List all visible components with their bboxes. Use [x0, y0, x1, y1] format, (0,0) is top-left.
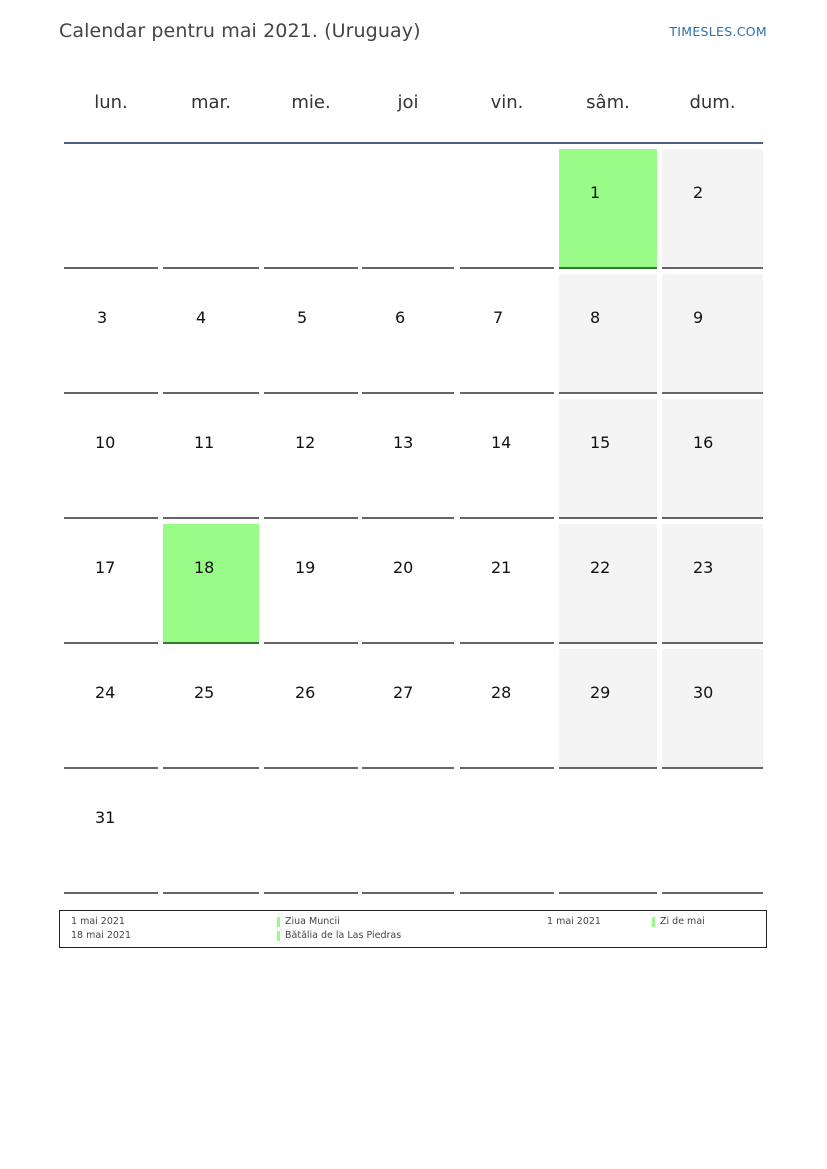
- day-underline: [362, 767, 454, 769]
- day-cell-31[interactable]: [64, 774, 158, 894]
- day-cell-15[interactable]: [559, 399, 657, 519]
- day-cell-23[interactable]: [662, 524, 763, 644]
- legend-date: 1 mai 2021: [547, 916, 601, 927]
- day-underline: [559, 767, 657, 769]
- day-underline: [163, 392, 259, 394]
- brand-link[interactable]: TIMESLES.COM: [669, 24, 767, 39]
- weekday-label: mie.: [291, 92, 331, 113]
- day-number: 4: [196, 308, 207, 327]
- empty-day-cell: [460, 149, 554, 269]
- day-number: 6: [395, 308, 406, 327]
- day-underline: [662, 267, 763, 269]
- day-cell-24[interactable]: [64, 649, 158, 769]
- day-cell-2[interactable]: [662, 149, 763, 269]
- day-number: 28: [491, 683, 512, 702]
- empty-day-cell: [362, 149, 454, 269]
- empty-day-cell: [662, 774, 763, 894]
- day-number: 16: [693, 433, 714, 452]
- day-cell-5[interactable]: [264, 274, 358, 394]
- day-underline: [64, 392, 158, 394]
- day-cell-1[interactable]: [559, 149, 657, 269]
- day-cell-10[interactable]: [64, 399, 158, 519]
- day-underline: [559, 267, 657, 269]
- empty-day-cell: [559, 774, 657, 894]
- day-number: 19: [295, 558, 316, 577]
- day-underline: [362, 392, 454, 394]
- day-number: 30: [693, 683, 714, 702]
- empty-day-cell: [264, 149, 358, 269]
- day-underline: [460, 642, 554, 644]
- day-underline: [264, 267, 358, 269]
- holiday-color-marker: [652, 917, 655, 927]
- weekday-label: dum.: [689, 92, 736, 113]
- day-underline: [559, 642, 657, 644]
- day-cell-28[interactable]: [460, 649, 554, 769]
- day-number: 13: [393, 433, 414, 452]
- day-underline: [163, 517, 259, 519]
- day-cell-26[interactable]: [264, 649, 358, 769]
- day-number: 3: [97, 308, 108, 327]
- day-number: 8: [590, 308, 601, 327]
- day-underline: [264, 642, 358, 644]
- day-underline: [163, 892, 259, 894]
- day-underline: [64, 892, 158, 894]
- day-number: 26: [295, 683, 316, 702]
- day-number: 11: [194, 433, 215, 452]
- day-cell-17[interactable]: [64, 524, 158, 644]
- day-cell-11[interactable]: [163, 399, 259, 519]
- day-underline: [264, 517, 358, 519]
- day-underline: [662, 392, 763, 394]
- day-underline: [662, 517, 763, 519]
- holiday-color-marker: [277, 917, 280, 927]
- day-underline: [559, 892, 657, 894]
- legend-holiday-name: Bătălia de la Las Piedras: [285, 930, 402, 941]
- day-underline: [362, 267, 454, 269]
- empty-day-cell: [64, 149, 158, 269]
- day-underline: [163, 767, 259, 769]
- day-underline: [264, 392, 358, 394]
- empty-day-cell: [362, 774, 454, 894]
- holiday-legend: [59, 910, 767, 948]
- day-cell-13[interactable]: [362, 399, 454, 519]
- weekday-label: lun.: [94, 92, 128, 113]
- day-underline: [362, 642, 454, 644]
- day-cell-8[interactable]: [559, 274, 657, 394]
- weekday-label: mar.: [190, 92, 232, 113]
- day-cell-22[interactable]: [559, 524, 657, 644]
- day-cell-25[interactable]: [163, 649, 259, 769]
- day-number: 12: [295, 433, 316, 452]
- day-cell-3[interactable]: [64, 274, 158, 394]
- day-number: 15: [590, 433, 611, 452]
- day-underline: [163, 267, 259, 269]
- day-number: 23: [693, 558, 714, 577]
- day-underline: [64, 642, 158, 644]
- day-underline: [460, 392, 554, 394]
- day-cell-27[interactable]: [362, 649, 454, 769]
- day-number: 2: [693, 183, 704, 202]
- day-cell-12[interactable]: [264, 399, 358, 519]
- day-cell-6[interactable]: [362, 274, 454, 394]
- day-number: 22: [590, 558, 611, 577]
- day-cell-21[interactable]: [460, 524, 554, 644]
- day-number: 25: [194, 683, 215, 702]
- legend-date: 1 mai 2021: [71, 916, 125, 927]
- day-cell-29[interactable]: [559, 649, 657, 769]
- day-number: 27: [393, 683, 414, 702]
- day-cell-16[interactable]: [662, 399, 763, 519]
- legend-date: 18 mai 2021: [71, 930, 132, 941]
- day-underline: [460, 892, 554, 894]
- day-cell-7[interactable]: [460, 274, 554, 394]
- day-number: 1: [590, 183, 601, 202]
- day-number: 29: [590, 683, 611, 702]
- page-title: Calendar pentru mai 2021. (Uruguay): [59, 20, 421, 42]
- day-number: 31: [95, 808, 116, 827]
- day-underline: [460, 517, 554, 519]
- empty-day-cell: [163, 149, 259, 269]
- day-underline: [662, 642, 763, 644]
- day-number: 14: [491, 433, 512, 452]
- day-number: 7: [493, 308, 504, 327]
- holiday-color-marker: [277, 931, 280, 941]
- day-underline: [64, 517, 158, 519]
- weekday-label: vin.: [490, 92, 524, 113]
- day-number: 20: [393, 558, 414, 577]
- day-number: 17: [95, 558, 116, 577]
- legend-holiday-name: Ziua Muncii: [285, 916, 340, 927]
- day-underline: [362, 892, 454, 894]
- empty-day-cell: [163, 774, 259, 894]
- day-cell-9[interactable]: [662, 274, 763, 394]
- day-number: 10: [95, 433, 116, 452]
- day-underline: [64, 267, 158, 269]
- day-underline: [264, 892, 358, 894]
- weekday-label: sâm.: [586, 92, 630, 113]
- day-underline: [163, 642, 259, 644]
- day-underline: [662, 767, 763, 769]
- day-number: 21: [491, 558, 512, 577]
- day-underline: [662, 892, 763, 894]
- weekday-label: joi: [397, 92, 419, 113]
- legend-holiday-name: Zi de mai: [660, 916, 705, 927]
- day-cell-14[interactable]: [460, 399, 554, 519]
- day-cell-20[interactable]: [362, 524, 454, 644]
- day-cell-30[interactable]: [662, 649, 763, 769]
- day-number: 18: [194, 558, 215, 577]
- day-underline: [64, 767, 158, 769]
- day-cell-4[interactable]: [163, 274, 259, 394]
- day-number: 5: [297, 308, 308, 327]
- day-cell-19[interactable]: [264, 524, 358, 644]
- day-cell-18[interactable]: [163, 524, 259, 644]
- day-underline: [264, 767, 358, 769]
- day-underline: [559, 392, 657, 394]
- day-underline: [559, 517, 657, 519]
- day-number: 9: [693, 308, 704, 327]
- empty-day-cell: [460, 774, 554, 894]
- day-underline: [362, 517, 454, 519]
- empty-day-cell: [264, 774, 358, 894]
- day-underline: [460, 767, 554, 769]
- day-number: 24: [95, 683, 116, 702]
- day-underline: [460, 267, 554, 269]
- header-divider: [64, 142, 763, 144]
